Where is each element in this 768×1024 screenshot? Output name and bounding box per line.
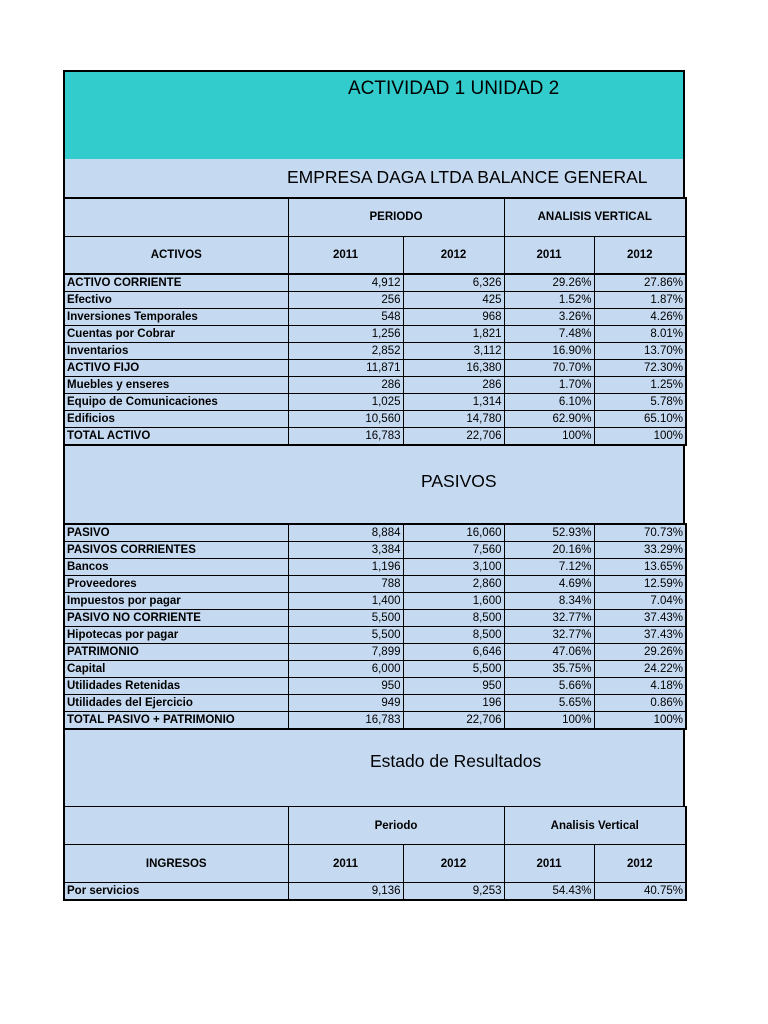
row-label: ACTIVO FIJO — [64, 360, 288, 377]
row-label: Inversiones Temporales — [64, 309, 288, 326]
value-2011: 4,912 — [288, 274, 403, 292]
percent-2011: 7.48% — [504, 326, 594, 343]
balance-pasivos-table — [63, 523, 687, 730]
header-row-years — [64, 236, 686, 274]
row-label: Proveedores — [64, 576, 288, 593]
value-2012: 22,706 — [403, 428, 504, 446]
percent-2011: 32.77% — [504, 610, 594, 627]
resultados-header-periodo: Periodo — [288, 807, 504, 845]
percent-2011: 1.52% — [504, 292, 594, 309]
value-2011: 7,899 — [288, 644, 403, 661]
percent-2011: 62.90% — [504, 411, 594, 428]
pasivos-row — [64, 593, 686, 610]
header-year-2011: 2011 — [288, 236, 403, 274]
pasivos-row — [64, 712, 686, 730]
row-label: PATRIMONIO — [64, 644, 288, 661]
value-2011: 788 — [288, 576, 403, 593]
percent-2012: 24.22% — [594, 661, 686, 678]
value-2012: 6,646 — [403, 644, 504, 661]
header-analisis-vertical: ANALISIS VERTICAL — [504, 198, 686, 236]
value-2011: 9,136 — [288, 883, 403, 901]
value-2012: 8,500 — [403, 627, 504, 644]
percent-2012: 1.25% — [594, 377, 686, 394]
row-label: PASIVO NO CORRIENTE — [64, 610, 288, 627]
percent-2011: 7.12% — [504, 559, 594, 576]
percent-2012: 65.10% — [594, 411, 686, 428]
value-2011: 6,000 — [288, 661, 403, 678]
value-2011: 949 — [288, 695, 403, 712]
percent-2011: 8.34% — [504, 593, 594, 610]
value-2012: 1,600 — [403, 593, 504, 610]
pasivos-row — [64, 610, 686, 627]
value-2012: 3,100 — [403, 559, 504, 576]
pasivos-row — [64, 524, 686, 542]
value-2012: 16,060 — [403, 524, 504, 542]
percent-2011: 32.77% — [504, 627, 594, 644]
value-2012: 16,380 — [403, 360, 504, 377]
value-2012: 2,860 — [403, 576, 504, 593]
percent-2012: 70.73% — [594, 524, 686, 542]
percent-2012: 37.43% — [594, 610, 686, 627]
percent-2011: 1.70% — [504, 377, 594, 394]
row-label: Cuentas por Cobrar — [64, 326, 288, 343]
value-2011: 1,025 — [288, 394, 403, 411]
header-periodo: PERIODO — [288, 198, 504, 236]
pasivos-row — [64, 627, 686, 644]
pasivos-row — [64, 678, 686, 695]
percent-2012: 40.75% — [594, 883, 686, 901]
header-empty — [64, 807, 288, 845]
value-2012: 9,253 — [403, 883, 504, 901]
percent-2012: 37.43% — [594, 627, 686, 644]
value-2011: 5,500 — [288, 610, 403, 627]
row-label: PASIVO — [64, 524, 288, 542]
activos-row — [64, 326, 686, 343]
value-2011: 256 — [288, 292, 403, 309]
percent-2011: 16.90% — [504, 343, 594, 360]
percent-2011: 47.06% — [504, 644, 594, 661]
percent-2012: 12.59% — [594, 576, 686, 593]
percent-2011: 3.26% — [504, 309, 594, 326]
percent-2011: 70.70% — [504, 360, 594, 377]
page-subtitle: EMPRESA DAGA LTDA BALANCE GENERAL — [287, 167, 648, 187]
percent-2012: 5.78% — [594, 394, 686, 411]
percent-2012: 13.70% — [594, 343, 686, 360]
value-2012: 3,112 — [403, 343, 504, 360]
percent-2011: 100% — [504, 428, 594, 446]
row-label: PASIVOS CORRIENTES — [64, 542, 288, 559]
activos-row — [64, 292, 686, 309]
value-2011: 548 — [288, 309, 403, 326]
activos-row — [64, 360, 686, 377]
percent-2011: 4.69% — [504, 576, 594, 593]
row-label: Edificios — [64, 411, 288, 428]
percent-2011: 52.93% — [504, 524, 594, 542]
percent-2012: 27.86% — [594, 274, 686, 292]
value-2012: 5,500 — [403, 661, 504, 678]
row-label: Muebles y enseres — [64, 377, 288, 394]
spreadsheet — [63, 70, 685, 901]
activos-row — [64, 274, 686, 292]
percent-2012: 72.30% — [594, 360, 686, 377]
page-title: ACTIVIDAD 1 UNIDAD 2 — [348, 78, 560, 99]
value-2011: 3,384 — [288, 542, 403, 559]
value-2012: 286 — [403, 377, 504, 394]
percent-2012: 33.29% — [594, 542, 686, 559]
row-label: TOTAL PASIVO + PATRIMONIO — [64, 712, 288, 730]
percent-2012: 4.18% — [594, 678, 686, 695]
header-activos: ACTIVOS — [64, 236, 288, 274]
percent-2012: 8.01% — [594, 326, 686, 343]
value-2011: 1,256 — [288, 326, 403, 343]
pasivos-title: PASIVOS — [421, 471, 497, 491]
pasivos-row — [64, 576, 686, 593]
percent-2011: 5.65% — [504, 695, 594, 712]
row-label: Efectivo — [64, 292, 288, 309]
header-empty — [64, 198, 288, 236]
row-label: TOTAL ACTIVO — [64, 428, 288, 446]
row-label: Bancos — [64, 559, 288, 576]
activos-row — [64, 428, 686, 446]
pasivos-rows — [64, 524, 686, 729]
percent-2012: 7.04% — [594, 593, 686, 610]
row-label: ACTIVO CORRIENTE — [64, 274, 288, 292]
subtitle-band — [63, 159, 685, 197]
row-label: Equipo de Comunicaciones — [64, 394, 288, 411]
resultados-band — [63, 730, 685, 806]
value-2011: 1,196 — [288, 559, 403, 576]
resultados-header-analisis: Analisis Vertical — [504, 807, 686, 845]
header-row-periodo — [64, 198, 686, 236]
pasivos-row — [64, 559, 686, 576]
percent-2011: 29.26% — [504, 274, 594, 292]
activos-row — [64, 377, 686, 394]
resultados-table — [63, 806, 687, 901]
percent-2012: 100% — [594, 428, 686, 446]
value-2011: 16,783 — [288, 428, 403, 446]
row-label: Utilidades Retenidas — [64, 678, 288, 695]
value-2011: 950 — [288, 678, 403, 695]
percent-2012: 1.87% — [594, 292, 686, 309]
percent-2012: 100% — [594, 712, 686, 730]
activos-row — [64, 394, 686, 411]
percent-2011: 5.66% — [504, 678, 594, 695]
percent-2012: 13.65% — [594, 559, 686, 576]
resultados-row — [64, 883, 686, 901]
title-band — [63, 70, 685, 159]
value-2012: 425 — [403, 292, 504, 309]
value-2011: 10,560 — [288, 411, 403, 428]
pasivos-row — [64, 661, 686, 678]
percent-2012: 4.26% — [594, 309, 686, 326]
value-2011: 8,884 — [288, 524, 403, 542]
row-label: Utilidades del Ejercicio — [64, 695, 288, 712]
activos-row — [64, 411, 686, 428]
resultados-header-year-2011: 2011 — [288, 845, 403, 883]
pasivos-band — [63, 446, 685, 523]
resultados-header-av-2012: 2012 — [594, 845, 686, 883]
resultados-header-year-2012: 2012 — [403, 845, 504, 883]
value-2012: 14,780 — [403, 411, 504, 428]
value-2011: 11,871 — [288, 360, 403, 377]
row-label: Inventarios — [64, 343, 288, 360]
header-av-2011: 2011 — [504, 236, 594, 274]
row-label: Por servicios — [64, 883, 288, 901]
pasivos-row — [64, 644, 686, 661]
percent-2011: 54.43% — [504, 883, 594, 901]
value-2011: 1,400 — [288, 593, 403, 610]
value-2012: 7,560 — [403, 542, 504, 559]
percent-2011: 100% — [504, 712, 594, 730]
value-2012: 968 — [403, 309, 504, 326]
resultados-title: Estado de Resultados — [370, 751, 542, 771]
value-2011: 16,783 — [288, 712, 403, 730]
resultados-header-av-2011: 2011 — [504, 845, 594, 883]
value-2012: 950 — [403, 678, 504, 695]
activos-row — [64, 309, 686, 326]
row-label: Impuestos por pagar — [64, 593, 288, 610]
value-2012: 196 — [403, 695, 504, 712]
percent-2012: 0.86% — [594, 695, 686, 712]
header-year-2012: 2012 — [403, 236, 504, 274]
value-2012: 1,821 — [403, 326, 504, 343]
value-2012: 22,706 — [403, 712, 504, 730]
header-av-2012: 2012 — [594, 236, 686, 274]
percent-2011: 6.10% — [504, 394, 594, 411]
resultados-header-ingresos: INGRESOS — [64, 845, 288, 883]
activos-rows — [64, 274, 686, 445]
pasivos-row — [64, 542, 686, 559]
activos-row — [64, 343, 686, 360]
resultados-header-row-years — [64, 845, 686, 883]
balance-activos-table — [63, 197, 687, 446]
resultados-header-row-periodo — [64, 807, 686, 845]
value-2012: 1,314 — [403, 394, 504, 411]
value-2012: 8,500 — [403, 610, 504, 627]
value-2011: 5,500 — [288, 627, 403, 644]
row-label: Capital — [64, 661, 288, 678]
percent-2011: 35.75% — [504, 661, 594, 678]
value-2012: 6,326 — [403, 274, 504, 292]
value-2011: 286 — [288, 377, 403, 394]
row-label: Hipotecas por pagar — [64, 627, 288, 644]
resultados-rows — [64, 883, 686, 901]
percent-2011: 20.16% — [504, 542, 594, 559]
value-2011: 2,852 — [288, 343, 403, 360]
percent-2012: 29.26% — [594, 644, 686, 661]
pasivos-row — [64, 695, 686, 712]
